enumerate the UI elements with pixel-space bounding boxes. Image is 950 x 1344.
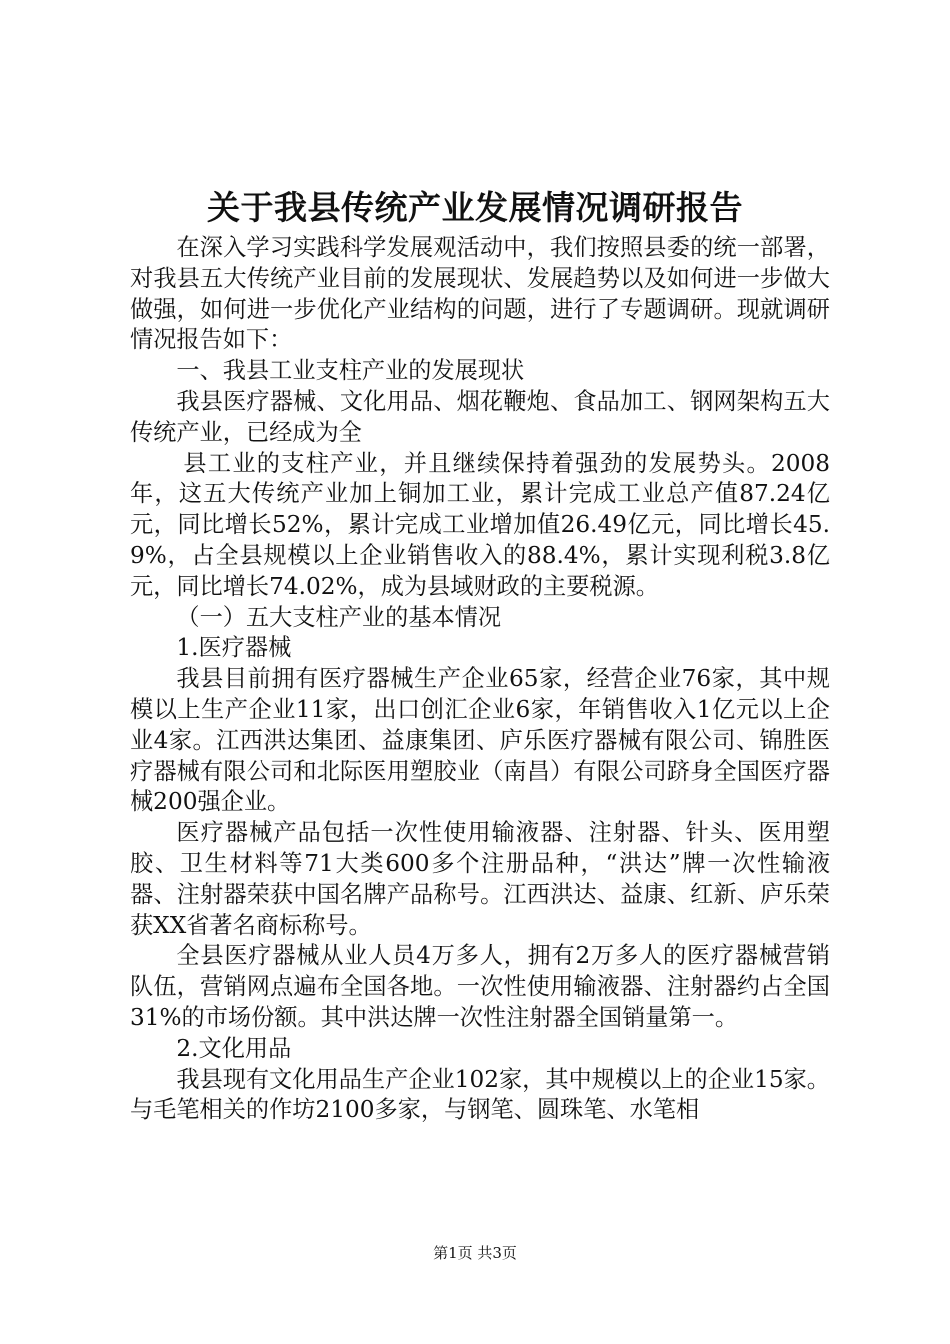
subsection-heading: （一）五大支柱产业的基本情况 <box>176 603 502 631</box>
item-heading: 2.文化用品 <box>176 1034 292 1062</box>
body-paragraph: 全县医疗器械从业人员4万多人，拥有2万多人的医疗器械营销队伍，营销网点遍布全国各地。一次性使用输液器、注射器约占全国31%的市场份额。其中洪达牌一次性注射器全国销量第一。 <box>130 942 830 1031</box>
page-footer: 第1页 共3页 <box>433 1244 517 1262</box>
document-title: 关于我县传统产业发展情况调研报告 <box>207 188 743 227</box>
intro-paragraph: 在深入学习实践科学发展观活动中，我们按照县委的统一部署，对我县五大传统产业目前的发展现状、发展趋势以及如何进一步做大做强，如何进一步优化产业结构的问题，进行了专题调研。现就调研情况报告如下： <box>130 234 830 354</box>
item-heading: 1.医疗器械 <box>176 634 292 662</box>
body-paragraph: 医疗器械产品包括一次性使用输液器、注射器、针头、医用塑胶、卫生材料等71大类600多个注册品种，“洪达”牌一次性输液器、注射器荣获中国名牌产品称号。江西洪达、益康、红新、庐乐荣获XX省著名商标称号。 <box>130 819 830 939</box>
section-heading: 一、我县工业支柱产业的发展现状 <box>176 357 525 385</box>
body-paragraph: 我县现有文化用品生产企业102家，其中规模以上的企业15家。与毛笔相关的作坊2100多家，与钢笔、圆珠笔、水笔相 <box>130 1065 830 1124</box>
body-paragraph: 我县目前拥有医疗器械生产企业65家，经营企业76家，其中规模以上生产企业11家，出口创汇企业6家，年销售收入1亿元以上企业4家。江西洪达集团、益康集团、庐乐医疗器械有限公司、锦胜医疗器械有限公司和北际医用塑胶业（南昌）有限公司跻身全国医疗器械200强企业。 <box>130 665 830 816</box>
document-body <box>130 233 830 1126</box>
body-paragraph: 我县医疗器械、文化用品、烟花鞭炮、食品加工、钢网架构五大传统产业，已经成为全 <box>130 387 830 446</box>
body-paragraph: 县工业的支柱产业，并且继续保持着强劲的发展势头。2008年，这五大传统产业加上铜加工业，累计完成工业总产值87.24亿元，同比增长52%，累计完成工业增加值26.49亿元，同比增长45.9%，占全县规模以上企业销售收入的88.4%，累计实现利税3.8亿元，同比增长74.02%，成为县域财政的主要税源。 <box>130 449 830 600</box>
